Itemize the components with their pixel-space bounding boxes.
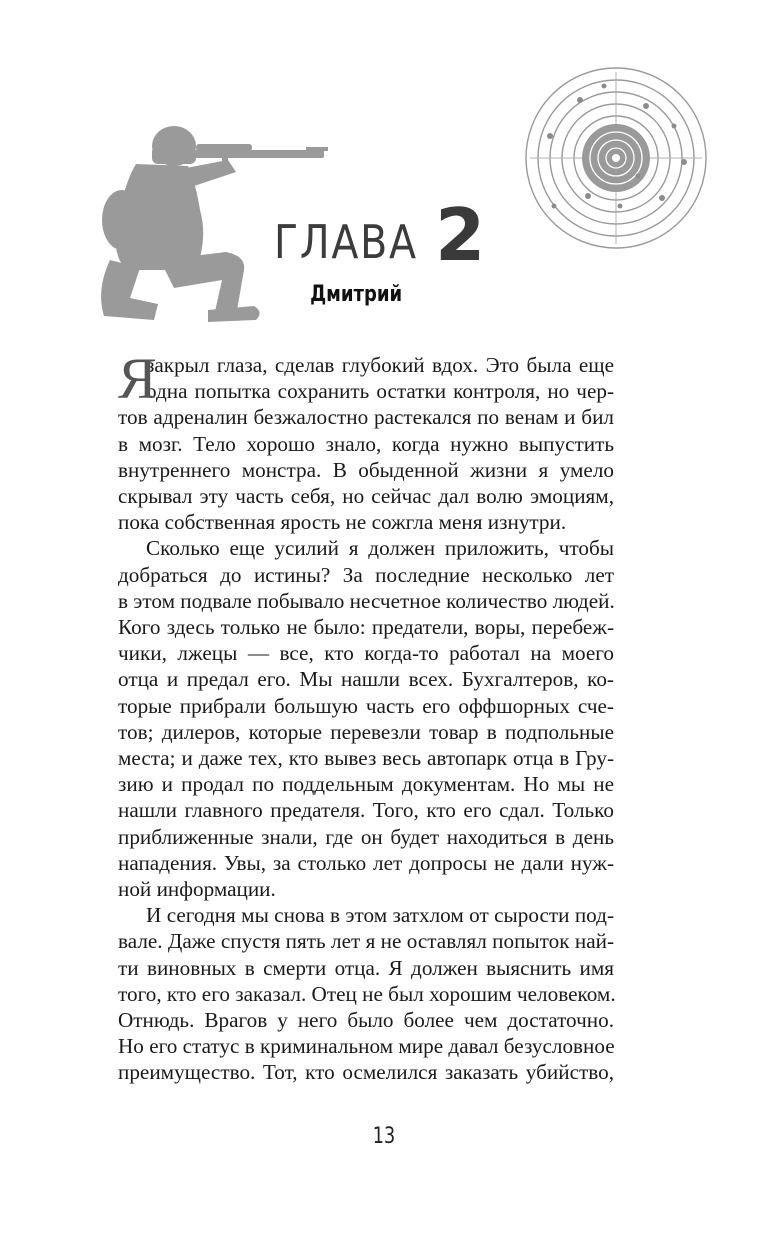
text-line: преимущество. Тот, кто осмелился заказать убийство, — [118, 1060, 614, 1085]
chapter-number: 2 — [435, 192, 486, 277]
page-number-text: 13 — [372, 1124, 396, 1149]
text-line: чики, лжецы — все, кто когда-то работал на моего — [118, 641, 614, 666]
text-line: внутреннего монстра. В обыденной жизни я умело — [118, 457, 614, 482]
text-line: Кого здесь только не было: предатели, воры, перебеж- — [118, 615, 614, 640]
text-line: добраться до истины? За последние несколько лет — [118, 562, 614, 587]
text-line: тов адреналин безжалостно растекался по венам и бил — [118, 405, 614, 430]
text-line: ти виновных в смерти отца. Я должен выяснить имя — [118, 955, 614, 980]
paragraph-1 — [118, 346, 614, 535]
text-line: нападения. Увы, за столько лет допросы не дали нуж- — [118, 850, 614, 875]
text-line: тов; дилеров, которые перевезли товар в подпольные — [118, 719, 614, 744]
text-line: того, кто его заказал. Отец не был хорошим человеком. — [118, 981, 616, 1006]
drop-cap: Я — [118, 346, 157, 411]
text-line: места; и даже тех, кто вывез весь автопарк отца в Гру- — [118, 746, 614, 771]
text-line: Сколько еще усилий я должен приложить, чтобы — [146, 536, 614, 561]
text-line: торые прибрали большую часть его оффшорных сче- — [118, 693, 614, 718]
page-number — [0, 1124, 768, 1149]
text-line: одна попытка сохранить остатки контроля, но чер- — [146, 379, 614, 404]
text-line: скрывал эту часть себя, но сейчас дал волю эмоциям, — [118, 484, 614, 509]
shooting-target-icon — [524, 66, 708, 250]
paragraph-2 — [118, 535, 614, 902]
text-line: вале. Даже спустя пять лет я не оставлял попыток най- — [118, 929, 614, 954]
chapter-subtitle: Дмитрий — [310, 282, 403, 307]
chapter-label: ГЛАВА — [274, 215, 418, 269]
text-line: отца и предал его. Мы нашли всех. Бухгалтеров, ко- — [118, 667, 614, 692]
text-line: Отнюдь. Врагов у него было более чем достаточно. — [118, 1008, 614, 1033]
chapter-heading — [274, 185, 486, 277]
text-line: приближенные знали, где он будет находиться в день — [118, 824, 614, 849]
text-line: пока собственная ярость не сожгла меня изнутри. — [118, 510, 567, 535]
text-line: Но его статус в криминальном мире давал безусловное — [118, 1034, 615, 1059]
paragraph-3 — [118, 902, 614, 1085]
text-line: закрыл глаза, сделав глубокий вдох. Это была еще — [146, 353, 614, 377]
body-text — [118, 346, 616, 1086]
text-line: в этом подвале побывало несчетное количество людей. — [118, 588, 615, 613]
text-line: в мозг. Тело хорошо знало, когда нужно выпустить — [118, 431, 614, 456]
text-line: И сегодня мы снова в этом затхлом от сырости под- — [146, 903, 614, 928]
text-line: зию и продал по поддельным документам. Но мы не — [118, 772, 614, 797]
text-line: нашли главного предателя. Того, кто его сдал. Только — [118, 798, 614, 823]
text-line: ной информации. — [118, 877, 276, 902]
